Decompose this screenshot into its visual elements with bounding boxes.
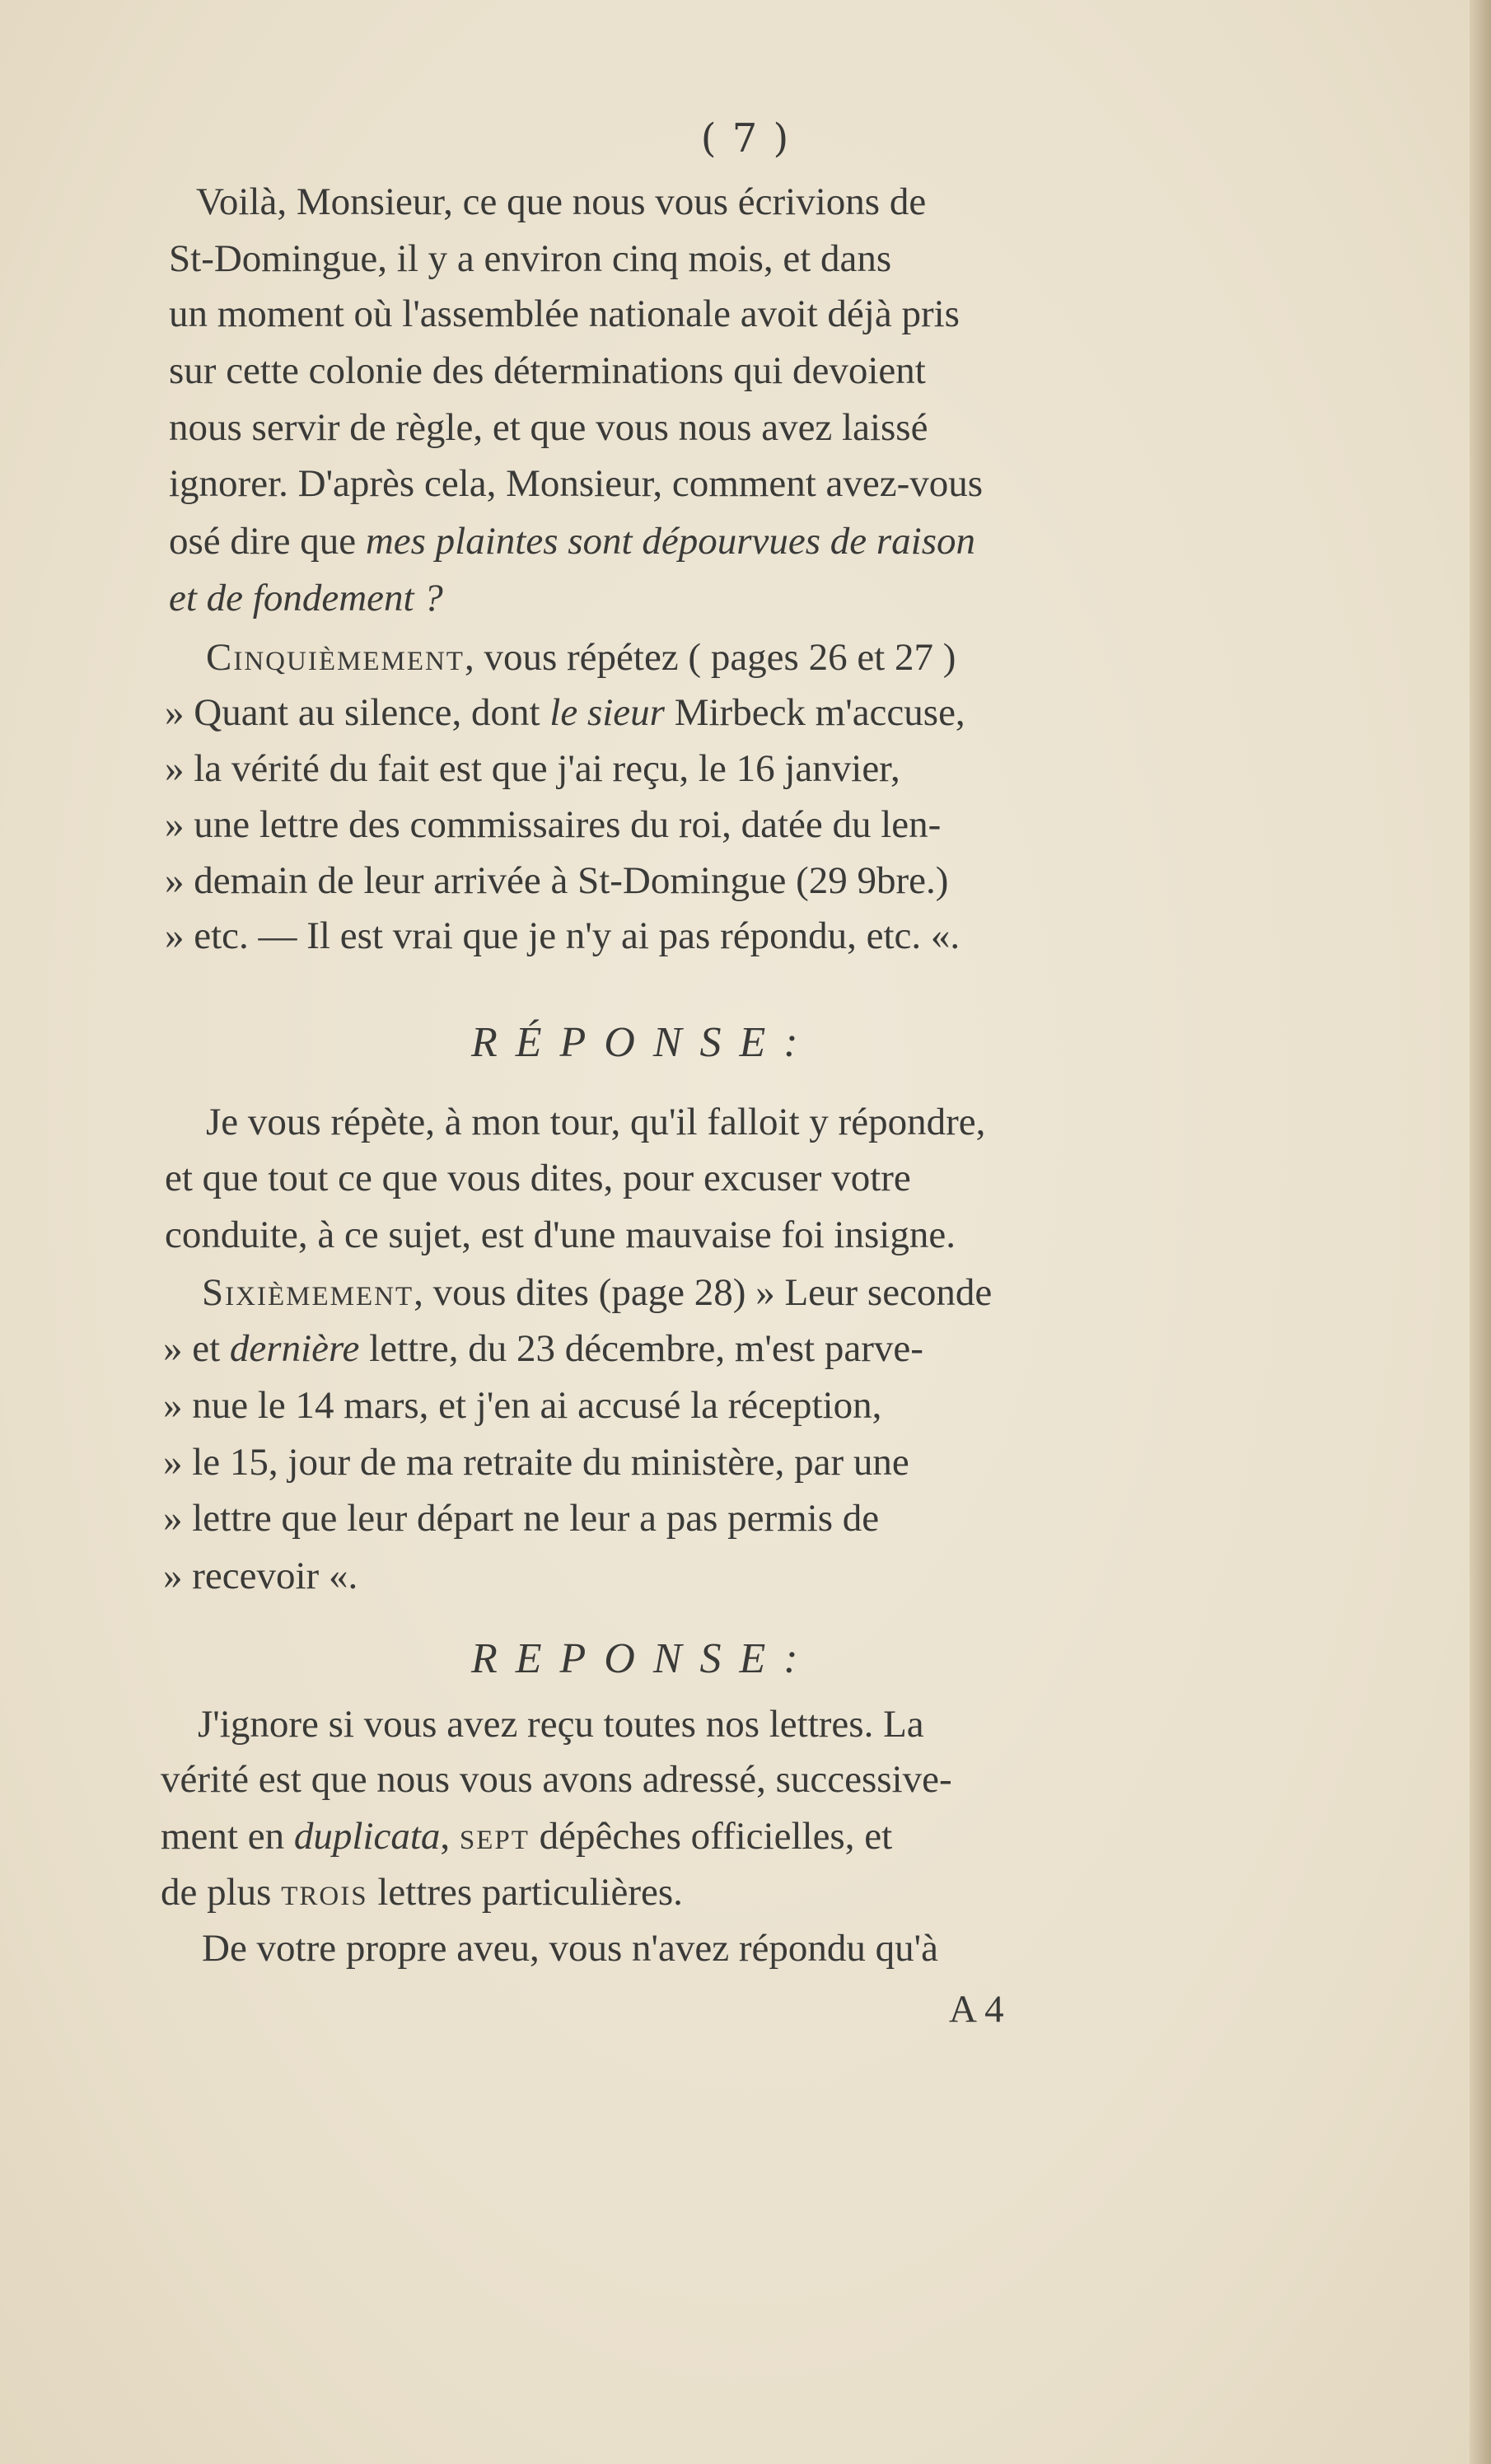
text-line: et de fondement ? (169, 577, 443, 620)
text-line: ment en duplicata, sept dépêches officielles, et (161, 1815, 893, 1858)
text-line: » la vérité du fait est que j'ai reçu, le 16 janvier, (165, 747, 900, 790)
section-heading: RÉPONSE: (471, 1019, 816, 1066)
text-line: Je vous répète, à mon tour, qu'il falloit y répondre, (206, 1101, 986, 1143)
italic-text: mes plaintes sont dépourvues de raison (365, 520, 976, 563)
text-line: » etc. — Il est vrai que je n'y ai pas répondu, etc. «. (165, 914, 961, 957)
text-line: » recevoir «. (163, 1555, 358, 1597)
text-line: un moment où l'assemblée nationale avoit déjà pris (169, 292, 960, 335)
text-line: » une lettre des commissaires du roi, datée du len- (165, 803, 942, 846)
text-line: » et dernière lettre, du 23 décembre, m'est parve- (163, 1327, 923, 1370)
text-line: » Quant au silence, dont le sieur Mirbeck m'accuse, (165, 691, 965, 734)
text-line: St-Domingue, il y a environ cinq mois, et dans (169, 237, 892, 280)
text-line: » nue le 14 mars, et j'en ai accusé la réception, (163, 1384, 882, 1427)
small-caps-text: Cinquièmement (206, 636, 465, 679)
text-line: » demain de leur arrivée à St-Domingue (29 9bre.) (165, 859, 949, 902)
text-line: osé dire que mes plaintes sont dépourvues de raison (169, 520, 976, 563)
text-line: De votre propre aveu, vous n'avez répondu qu'à (202, 1927, 938, 1970)
page-number: ( 7 ) (700, 115, 791, 161)
text-line: conduite, à ce sujet, est d'une mauvaise foi insigne. (165, 1213, 956, 1256)
section-heading: REPONSE: (471, 1635, 816, 1682)
text-line: et que tout ce que vous dites, pour excuser votre (165, 1157, 911, 1199)
text-line: vérité est que nous vous avons adressé, successive- (161, 1758, 952, 1801)
text-line: Voilà, Monsieur, ce que nous vous écrivions de (196, 180, 927, 223)
text-line: » le 15, jour de ma retraite du ministère, par une (163, 1441, 909, 1484)
text-line: » lettre que leur départ ne leur a pas permis de (163, 1497, 880, 1540)
signature-mark: A 4 (949, 1988, 1004, 2031)
text-line: nous servir de règle, et que vous nous avez laissé (169, 406, 928, 449)
text-line: J'ignore si vous avez reçu toutes nos lettres. La (198, 1703, 924, 1746)
text-line: de plus trois lettres particulières. (161, 1871, 683, 1914)
text-line: ignorer. D'après cela, Monsieur, comment avez-vous (169, 462, 984, 505)
text-line: Cinquièmement, vous répétez ( pages 26 et 27 ) (206, 636, 956, 679)
text-line: sur cette colonie des déterminations qui devoient (169, 349, 926, 392)
page-edge (1470, 0, 1491, 2464)
text-line: Sixièmement, vous dites (page 28) » Leur seconde (202, 1271, 993, 1314)
small-caps-text: Sixièmement (202, 1271, 414, 1314)
